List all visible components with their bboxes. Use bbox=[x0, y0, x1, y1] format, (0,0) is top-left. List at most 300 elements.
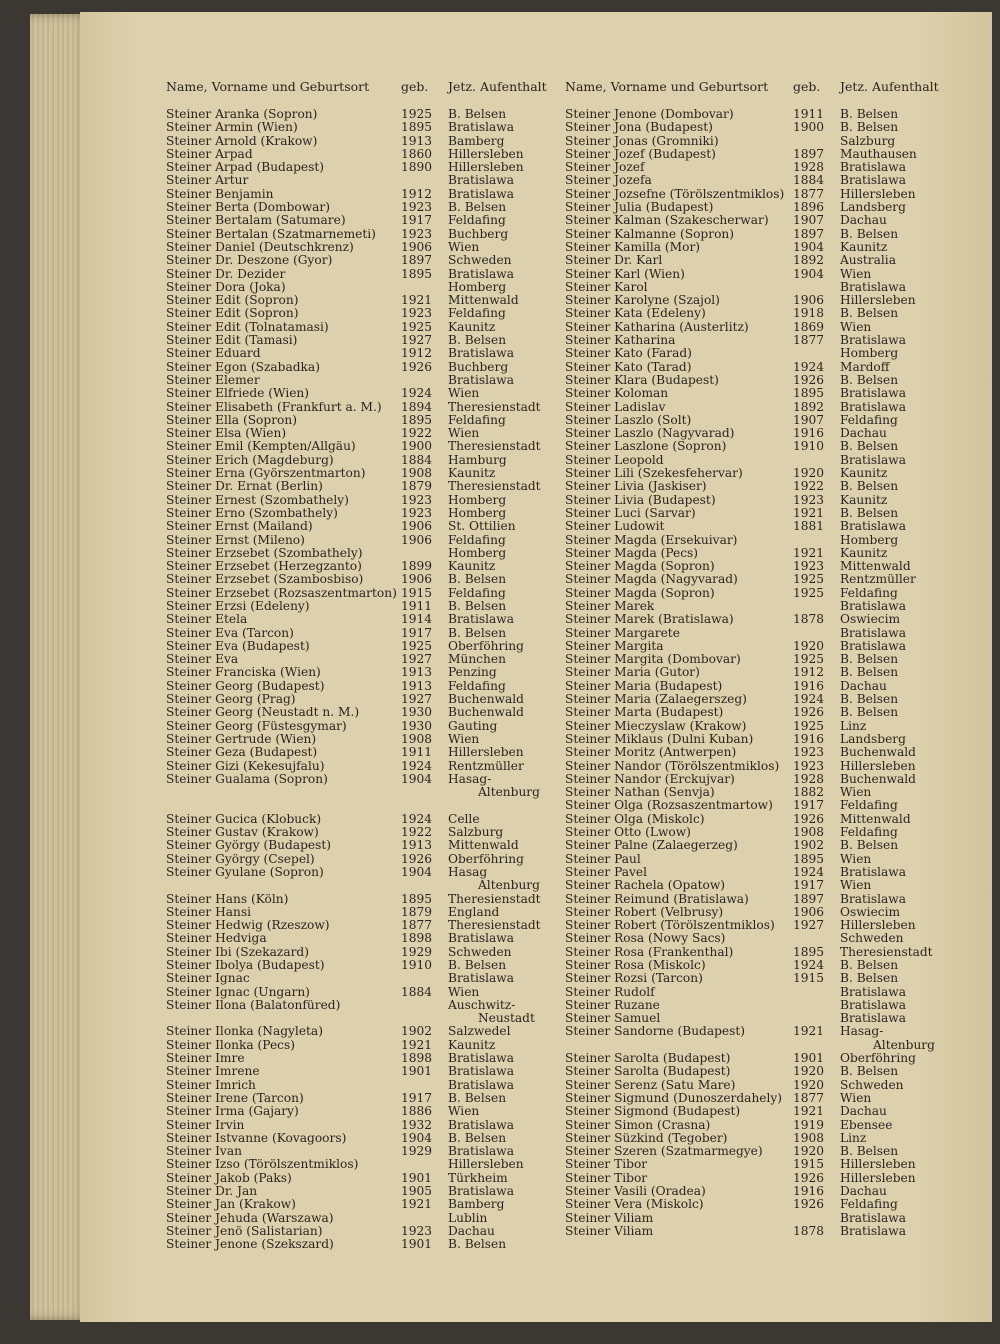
entry-name: Steiner Magda (Pecs) bbox=[565, 545, 699, 560]
book-page bbox=[80, 12, 992, 1322]
entry-place: Buchberg bbox=[448, 226, 509, 241]
entry-place: Altenburg bbox=[873, 1037, 935, 1052]
entry-year: 1922 bbox=[401, 825, 433, 840]
entry-place: Türkheim bbox=[448, 1170, 508, 1185]
entry-year: 1924 bbox=[401, 758, 433, 773]
entry-place: Kaunitz bbox=[840, 466, 888, 481]
entry-place: Hillersleben bbox=[448, 745, 524, 760]
entry-name: Steiner Dr. Deszone (Gyor) bbox=[166, 253, 333, 268]
entry-year: 1884 bbox=[401, 984, 433, 999]
entry-name: Steiner Gucica (Klobuck) bbox=[166, 811, 322, 826]
entry-year: 1926 bbox=[793, 1170, 825, 1185]
entry-year: 1926 bbox=[401, 359, 433, 374]
entry-year: 1920 bbox=[793, 1064, 825, 1079]
entry-year: 1908 bbox=[401, 466, 433, 481]
entry-place: Buchenwald bbox=[840, 745, 916, 760]
entry-place: Homberg bbox=[840, 532, 899, 547]
entry-year: 1924 bbox=[401, 811, 433, 826]
entry-name: Steiner Ignac bbox=[166, 971, 250, 986]
entry-place: Penzing bbox=[448, 665, 497, 680]
entry-place: B. Belsen bbox=[840, 107, 899, 121]
entry-year: 1895 bbox=[401, 266, 433, 281]
entry-place: Wien bbox=[448, 731, 480, 746]
entry-place: Bratislawa bbox=[448, 931, 514, 946]
entry-year: 1919 bbox=[793, 1117, 825, 1132]
entry-year: 1920 bbox=[793, 1077, 825, 1092]
entry-year: 1882 bbox=[793, 785, 825, 800]
entry-year: 1921 bbox=[793, 505, 825, 520]
entry-name: Steiner Arnold (Krakow) bbox=[166, 133, 318, 148]
entry-year: 1895 bbox=[401, 891, 433, 906]
entry-place: München bbox=[448, 652, 506, 667]
entry-name: Steiner Ibi (Szekazard) bbox=[166, 944, 309, 959]
entry-name: Steiner Tibor bbox=[565, 1170, 648, 1185]
entry-year: 1907 bbox=[793, 412, 825, 427]
entry-year: 1923 bbox=[401, 505, 433, 520]
entry-name: Steiner Ella (Sopron) bbox=[166, 412, 297, 427]
entry-place: Bamberg bbox=[448, 133, 505, 148]
entry-year: 1904 bbox=[401, 864, 433, 879]
entry-year: 1924 bbox=[401, 386, 433, 401]
entry-name: Steiner Rudolf bbox=[565, 984, 655, 999]
entry-place: Landsberg bbox=[840, 731, 906, 746]
entry-name: Steiner Hedviga bbox=[166, 931, 267, 946]
entry-year: 1930 bbox=[401, 718, 433, 733]
entry-year: 1927 bbox=[401, 333, 433, 348]
entry-place: Dachau bbox=[840, 426, 887, 441]
entry-year: 1922 bbox=[401, 426, 433, 441]
entry-year: 1904 bbox=[793, 239, 825, 254]
entry-name: Steiner Ivan bbox=[166, 1144, 242, 1159]
entry-year: 1895 bbox=[401, 120, 433, 135]
entry-place: Bratislawa bbox=[840, 598, 906, 613]
entry-name: Steiner Nandor (Törölszentmiklos) bbox=[565, 758, 780, 773]
entry-place: B. Belsen bbox=[448, 200, 507, 215]
entry-place: Kaunitz bbox=[448, 466, 496, 481]
entry-place: Bratislawa bbox=[840, 1011, 906, 1026]
entry-name: Steiner Georg (Füstesgymar) bbox=[166, 718, 347, 733]
entry-name: Steiner Viliam bbox=[565, 1223, 654, 1238]
entry-place: Bratislawa bbox=[448, 971, 514, 986]
entry-name: Steiner Ibolya (Budapest) bbox=[166, 958, 325, 972]
entry-place: Theresienstadt bbox=[448, 891, 541, 906]
entry-name: Steiner Katharina bbox=[565, 333, 676, 348]
entry-place: Wien bbox=[448, 1104, 480, 1119]
entry-year: 1925 bbox=[793, 585, 825, 600]
entry-name: Steiner Nathan (Senvja) bbox=[565, 785, 715, 800]
entry-name: Steiner Gertrude (Wien) bbox=[166, 731, 317, 746]
entry-name: Steiner Palne (Zalaegerzeg) bbox=[565, 838, 738, 853]
entry-year: 1915 bbox=[401, 585, 433, 600]
entry-name: Steiner Laszlo (Solt) bbox=[565, 412, 692, 427]
entry-year: 1877 bbox=[793, 186, 825, 201]
entry-year: 1892 bbox=[793, 253, 825, 268]
entry-place: Gauting bbox=[448, 718, 498, 733]
entry-place: Auschwitz- bbox=[448, 997, 516, 1012]
entry-place: Bratislawa bbox=[840, 333, 906, 348]
entry-place: Homberg bbox=[448, 545, 507, 560]
entry-name: Steiner Kalmanne (Sopron) bbox=[565, 226, 735, 241]
entry-place: Feldafing bbox=[840, 825, 898, 840]
entry-name: Steiner Klara (Budapest) bbox=[565, 372, 719, 387]
entry-name: Steiner Imrene bbox=[166, 1064, 260, 1079]
entry-year: 1901 bbox=[401, 1170, 433, 1185]
entry-name: Steiner Ladislav bbox=[565, 399, 666, 414]
entry-place: Salzburg bbox=[448, 825, 504, 840]
entry-year: 1913 bbox=[401, 678, 433, 693]
entry-place: Hillersleben bbox=[840, 293, 916, 308]
entry-year: 1878 bbox=[793, 1223, 825, 1238]
entry-name: Steiner Tibor bbox=[565, 1157, 648, 1172]
entry-name: Steiner Ilonka (Pecs) bbox=[166, 1037, 295, 1052]
entry-year: 1895 bbox=[401, 412, 433, 427]
entry-place: Kaunitz bbox=[448, 559, 496, 574]
entry-year: 1879 bbox=[401, 904, 433, 919]
entry-year: 1932 bbox=[401, 1117, 433, 1132]
entry-year: 1928 bbox=[793, 771, 825, 786]
entry-place: Oberföhring bbox=[448, 851, 524, 866]
entry-name: Steiner Magda (Sopron) bbox=[565, 585, 715, 600]
entry-name: Steiner Nandor (Erckujvar) bbox=[565, 771, 735, 786]
entry-name: Steiner Edit (Tolnatamasi) bbox=[166, 319, 329, 334]
entry-place: Kaunitz bbox=[840, 545, 888, 560]
entry-year: 1895 bbox=[793, 386, 825, 401]
entry-place: Hasag- bbox=[840, 1024, 884, 1039]
entry-place: Bratislawa bbox=[448, 1184, 514, 1199]
entry-year: 1923 bbox=[401, 306, 433, 321]
entry-place: Buchenwald bbox=[448, 705, 524, 720]
entry-name: Steiner Arpad (Budapest) bbox=[166, 160, 325, 175]
entry-year: 1917 bbox=[793, 798, 825, 813]
entry-place: B. Belsen bbox=[840, 120, 899, 135]
entry-name: Steiner Marek bbox=[565, 598, 655, 613]
entry-name: Steiner Edit (Sopron) bbox=[166, 293, 299, 308]
entry-place: B. Belsen bbox=[840, 692, 899, 707]
entry-year: 1906 bbox=[401, 239, 433, 254]
entry-name: Steiner Jenone (Szekszard) bbox=[166, 1237, 334, 1252]
entry-place: B. Belsen bbox=[448, 1130, 507, 1145]
entry-year: 1877 bbox=[401, 918, 433, 933]
entry-name: Steiner Ruzane bbox=[565, 997, 660, 1012]
entry-year: 1910 bbox=[793, 439, 825, 454]
entry-year: 1907 bbox=[793, 213, 825, 228]
entry-place: Homberg bbox=[840, 346, 899, 361]
entry-name: Steiner Eva (Budapest) bbox=[166, 638, 310, 653]
entry-place: Bratislawa bbox=[448, 266, 514, 281]
entry-place: Feldafing bbox=[840, 798, 898, 813]
entry-year: 1895 bbox=[793, 851, 825, 866]
entry-place: Bratislawa bbox=[840, 519, 906, 534]
entry-name: Steiner Rozsi (Tarcon) bbox=[565, 971, 703, 986]
entry-name: Steiner Laszlone (Sopron) bbox=[565, 439, 727, 454]
entry-name: Steiner Edit (Tamasi) bbox=[166, 333, 298, 348]
entry-year: 1905 bbox=[401, 1184, 433, 1199]
entry-place: Bratislawa bbox=[840, 984, 906, 999]
entry-year: 1913 bbox=[401, 665, 433, 680]
entry-place: B. Belsen bbox=[448, 333, 507, 348]
entry-name: Steiner Ilona (Balatonfüred) bbox=[166, 997, 341, 1012]
entry-place: Schweden bbox=[840, 931, 904, 946]
entry-name: Steiner Jenone (Dombovar) bbox=[565, 107, 734, 121]
entry-year: 1911 bbox=[401, 598, 433, 613]
entry-year: 1923 bbox=[793, 492, 825, 507]
entry-name: Steiner Karl (Wien) bbox=[565, 266, 685, 281]
entry-place: Hasag- bbox=[448, 771, 492, 786]
entry-year: 1923 bbox=[401, 226, 433, 241]
entry-year: 1906 bbox=[401, 532, 433, 547]
entry-year: 1916 bbox=[793, 1184, 825, 1199]
entry-year: 1910 bbox=[401, 958, 433, 972]
entry-year: 1917 bbox=[401, 213, 433, 228]
entry-place: Wien bbox=[840, 319, 872, 334]
entry-name: Steiner Erna (Györszentmarton) bbox=[166, 466, 366, 481]
entry-place: Bratislawa bbox=[840, 891, 906, 906]
entry-name: Steiner Miklaus (Dulni Kuban) bbox=[565, 731, 754, 746]
entry-place: Homberg bbox=[448, 505, 507, 520]
entry-place: Feldafing bbox=[448, 532, 506, 547]
entry-place: Bratislawa bbox=[840, 279, 906, 294]
entry-year: 1897 bbox=[793, 226, 825, 241]
entry-year: 1901 bbox=[793, 1051, 825, 1066]
entry-place: Bratislawa bbox=[448, 1064, 514, 1079]
entry-year: 1911 bbox=[793, 107, 825, 121]
entry-place: Hamburg bbox=[448, 452, 507, 467]
entry-place: Altenburg bbox=[478, 878, 540, 893]
entry-year: 1917 bbox=[793, 878, 825, 893]
entry-year: 1920 bbox=[793, 1144, 825, 1159]
entry-place: Hillersleben bbox=[448, 160, 524, 175]
entry-year: 1926 bbox=[793, 811, 825, 826]
entry-place: Bratislawa bbox=[448, 1144, 514, 1159]
entry-place: B. Belsen bbox=[448, 958, 507, 972]
entry-year: 1906 bbox=[401, 572, 433, 587]
header-name: Name, Vorname und Geburtsort bbox=[166, 79, 370, 94]
entry-place: Wien bbox=[448, 426, 480, 441]
entry-name: Steiner Elsa (Wien) bbox=[166, 426, 287, 441]
entry-year: 1878 bbox=[793, 612, 825, 627]
entry-name: Steiner Kata (Edeleny) bbox=[565, 306, 706, 321]
entry-place: Rentzmüller bbox=[448, 758, 524, 773]
entry-place: Bratislawa bbox=[448, 186, 514, 201]
entry-place: Mittenwald bbox=[448, 838, 519, 853]
entry-name: Steiner Kato (Tarad) bbox=[565, 359, 692, 374]
entry-place: B. Belsen bbox=[840, 505, 899, 520]
entry-place: Feldafing bbox=[448, 678, 506, 693]
entry-year: 1922 bbox=[793, 479, 825, 494]
entry-name: Steiner Livia (Jaskiser) bbox=[565, 479, 707, 494]
entry-name: Steiner Irvin bbox=[166, 1117, 245, 1132]
entry-name: Steiner Kato (Farad) bbox=[565, 346, 692, 361]
entry-name: Steiner Rosa (Miskolc) bbox=[565, 958, 706, 972]
entry-name: Steiner Bertalam (Satumare) bbox=[166, 213, 346, 228]
entry-name: Steiner Karolyne (Szajol) bbox=[565, 293, 720, 308]
entry-place: B. Belsen bbox=[840, 306, 899, 321]
entry-name: Steiner Hans (Köln) bbox=[166, 891, 289, 906]
entry-name: Steiner Sigmund (Dunoszerdahely) bbox=[565, 1090, 783, 1105]
entry-name: Steiner György (Csepel) bbox=[166, 851, 315, 866]
entry-place: Theresienstadt bbox=[840, 944, 933, 959]
entry-name: Steiner Paul bbox=[565, 851, 641, 866]
entry-name: Steiner Margarete bbox=[565, 625, 680, 640]
entry-name: Steiner Gustav (Krakow) bbox=[166, 825, 319, 840]
entry-place: Altenburg bbox=[478, 785, 540, 800]
entry-name: Steiner Dr. Dezider bbox=[166, 266, 286, 281]
entry-year: 1921 bbox=[793, 1024, 825, 1039]
entry-place: Bratislawa bbox=[448, 1051, 514, 1066]
entry-year: 1904 bbox=[793, 266, 825, 281]
entry-name: Steiner Rosa (Nowy Sacs) bbox=[565, 931, 726, 946]
entry-year: 1908 bbox=[401, 731, 433, 746]
entry-name: Steiner Ilonka (Nagyleta) bbox=[166, 1024, 323, 1039]
entry-name: Steiner Magda (Nagyvarad) bbox=[565, 572, 738, 587]
entry-place: Kaunitz bbox=[840, 492, 888, 507]
entry-name: Steiner Pavel bbox=[565, 864, 648, 879]
entry-name: Steiner Otto (Lwow) bbox=[565, 825, 691, 840]
entry-name: Steiner Serenz (Satu Mare) bbox=[565, 1077, 736, 1092]
entry-place: Linz bbox=[840, 718, 867, 733]
entry-year: 1920 bbox=[793, 638, 825, 653]
entry-place: Dachau bbox=[840, 213, 887, 228]
entry-year: 1918 bbox=[793, 306, 825, 321]
entry-name: Steiner Erich (Magdeburg) bbox=[166, 452, 334, 467]
entry-name: Steiner Erzsebet (Herzegzanto) bbox=[166, 559, 362, 574]
entry-place: Lublin bbox=[448, 1210, 488, 1225]
entry-name: Steiner Emil (Kempten/Allgäu) bbox=[166, 439, 356, 454]
entry-name: Steiner Gyulane (Sopron) bbox=[166, 864, 324, 879]
entry-name: Steiner Sarolta (Budapest) bbox=[565, 1064, 731, 1079]
entry-place: Feldafing bbox=[840, 412, 898, 427]
entry-place: Feldafing bbox=[448, 412, 506, 427]
entry-year: 1904 bbox=[401, 771, 433, 786]
entry-year: 1924 bbox=[793, 692, 825, 707]
entry-place: Oberföhring bbox=[448, 638, 524, 653]
entry-year: 1927 bbox=[401, 692, 433, 707]
entry-name: Steiner Szeren (Szatmarmegye) bbox=[565, 1144, 763, 1159]
entry-place: Bratislawa bbox=[448, 612, 514, 627]
entry-name: Steiner Gizi (Kekesujfalu) bbox=[166, 758, 325, 773]
entry-place: Bratislawa bbox=[840, 160, 906, 175]
entry-name: Steiner Marta (Budapest) bbox=[565, 705, 724, 720]
entry-year: 1916 bbox=[793, 731, 825, 746]
entry-year: 1902 bbox=[401, 1024, 433, 1039]
entry-name: Steiner Hedwig (Rzeszow) bbox=[166, 918, 330, 933]
entry-place: B. Belsen bbox=[840, 838, 899, 853]
entry-place: Wien bbox=[840, 878, 872, 893]
entry-place: Bratislawa bbox=[840, 997, 906, 1012]
entry-year: 1927 bbox=[793, 918, 825, 933]
entry-year: 1929 bbox=[401, 1144, 433, 1159]
entry-name: Steiner Moritz (Antwerpen) bbox=[565, 745, 737, 760]
entry-year: 1921 bbox=[401, 1197, 433, 1212]
entry-place: Dachau bbox=[840, 1104, 887, 1119]
entry-year: 1925 bbox=[401, 107, 433, 121]
entry-year: 1926 bbox=[401, 851, 433, 866]
entry-place: B. Belsen bbox=[840, 958, 899, 972]
entry-year: 1925 bbox=[793, 652, 825, 667]
entry-year: 1886 bbox=[401, 1104, 433, 1119]
entry-place: B. Belsen bbox=[448, 1237, 507, 1252]
entry-place: Kaunitz bbox=[840, 239, 888, 254]
entry-name: Steiner Edit (Sopron) bbox=[166, 306, 299, 321]
header-name: Name, Vorname und Geburtsort bbox=[565, 79, 769, 94]
entry-year: 1915 bbox=[793, 1157, 825, 1172]
entry-place: Wien bbox=[840, 1090, 872, 1105]
entry-name: Steiner Jonas (Gromniki) bbox=[565, 133, 719, 148]
entry-name: Steiner Lili (Szekesfehervar) bbox=[565, 466, 743, 481]
entry-place: Theresienstadt bbox=[448, 439, 541, 454]
entry-place: Bratislawa bbox=[840, 625, 906, 640]
entry-name: Steiner Eva bbox=[166, 652, 239, 667]
entry-name: Steiner Kamilla (Mor) bbox=[565, 239, 701, 254]
entry-place: Bratislawa bbox=[840, 864, 906, 879]
entry-name: Steiner Robert (Velbrusy) bbox=[565, 904, 724, 919]
entry-year: 1894 bbox=[401, 399, 433, 414]
entry-place: Oberföhring bbox=[840, 1051, 916, 1066]
entry-name: Steiner Egon (Szabadka) bbox=[166, 359, 320, 374]
entry-name: Steiner Rachela (Opatow) bbox=[565, 878, 726, 893]
entry-name: Steiner Katharina (Austerlitz) bbox=[565, 319, 749, 334]
entry-name: Steiner Koloman bbox=[565, 386, 669, 401]
entry-year: 1897 bbox=[793, 891, 825, 906]
entry-name: Steiner Livia (Budapest) bbox=[565, 492, 716, 507]
entry-place: Schweden bbox=[840, 1077, 904, 1092]
entry-place: Feldafing bbox=[448, 306, 506, 321]
entry-year: 1912 bbox=[401, 346, 433, 361]
entry-place: Hillersleben bbox=[840, 1170, 916, 1185]
entry-name: Steiner Olga (Rozsaszentmartow) bbox=[565, 798, 773, 813]
entry-place: B. Belsen bbox=[448, 598, 507, 613]
entry-name: Steiner Daniel (Deutschkrenz) bbox=[166, 239, 354, 254]
entry-place: Hasag bbox=[448, 864, 488, 879]
entry-place: Feldafing bbox=[840, 585, 898, 600]
entry-place: England bbox=[448, 904, 500, 919]
entry-name: Steiner Franciska (Wien) bbox=[166, 665, 321, 680]
entry-name: Steiner Geza (Budapest) bbox=[166, 745, 318, 760]
entry-year: 1896 bbox=[793, 200, 825, 215]
entry-place: Salzwedel bbox=[448, 1024, 511, 1039]
entry-name: Steiner Sigmond (Budapest) bbox=[565, 1104, 741, 1119]
entry-name: Steiner Erno (Szombathely) bbox=[166, 505, 338, 520]
entry-place: Rentzmüller bbox=[840, 572, 916, 587]
entry-year: 1923 bbox=[401, 1223, 433, 1238]
entry-name: Steiner Arpad bbox=[166, 146, 253, 161]
entry-place: Kaunitz bbox=[448, 1037, 496, 1052]
entry-name: Steiner Maria (Gutor) bbox=[565, 665, 700, 680]
entry-place: Schweden bbox=[448, 944, 512, 959]
entry-name: Steiner Jozsefne (Törölszentmiklos) bbox=[565, 186, 785, 201]
entry-name: Steiner Jozef (Budapest) bbox=[565, 146, 716, 161]
entry-name: Steiner Jenö (Salistarian) bbox=[166, 1223, 323, 1238]
entry-year: 1923 bbox=[793, 758, 825, 773]
entry-year: 1911 bbox=[401, 745, 433, 760]
entry-name: Steiner Ignac (Ungarn) bbox=[166, 984, 310, 999]
entry-place: Bratislawa bbox=[840, 638, 906, 653]
entry-place: Mauthausen bbox=[840, 146, 917, 161]
entry-name: Steiner Aranka (Sopron) bbox=[166, 107, 318, 121]
entry-year: 1914 bbox=[401, 612, 433, 627]
entry-place: Homberg bbox=[448, 492, 507, 507]
entry-year: 1881 bbox=[793, 519, 825, 534]
entry-year: 1930 bbox=[401, 705, 433, 720]
entry-year: 1913 bbox=[401, 133, 433, 148]
entry-year: 1925 bbox=[793, 718, 825, 733]
entry-name: Steiner Mieczyslaw (Krakow) bbox=[565, 718, 747, 733]
entry-name: Steiner Vera (Miskolc) bbox=[565, 1197, 704, 1212]
entry-year: 1860 bbox=[401, 146, 433, 161]
entry-year: 1879 bbox=[401, 479, 433, 494]
entry-name: Steiner Ernst (Mileno) bbox=[166, 532, 305, 547]
entry-place: Hillersleben bbox=[840, 1157, 916, 1172]
